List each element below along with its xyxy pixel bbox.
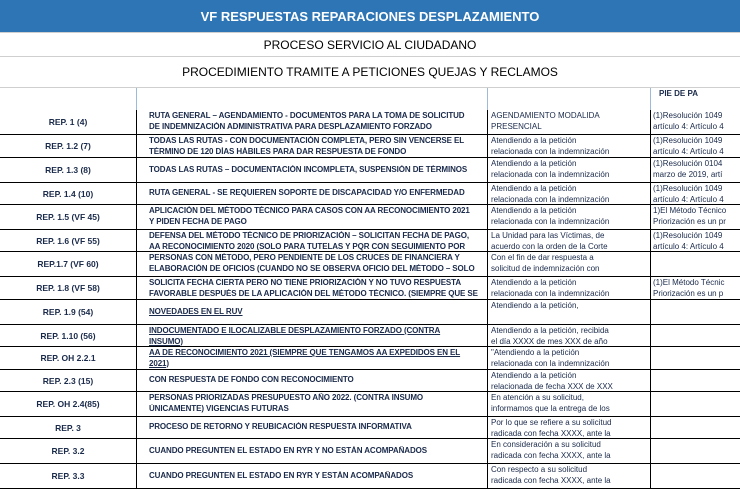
pie-line: (1)Resolución 1049 xyxy=(653,111,723,120)
row-pie[interactable] xyxy=(651,325,740,346)
row-pie[interactable] xyxy=(651,417,740,438)
plantilla-line: Por lo que se refiere a su solicitud xyxy=(491,418,612,427)
row-subtema[interactable] xyxy=(137,135,488,157)
subtema-line: CUANDO PREGUNTEN EL ESTADO EN RYR Y ESTÁN ACOMPAÑADOS xyxy=(149,470,414,480)
pie-line: artículo 4: Artículo 4 xyxy=(653,122,724,131)
subtema-line: ÚNICAMENTE) VIGENCIAS FUTURAS xyxy=(149,403,289,413)
row-plantilla[interactable] xyxy=(488,205,651,229)
row-subtema[interactable] xyxy=(137,417,488,438)
page-title: VF RESPUESTAS REPARACIONES DESPLAZAMIENTO xyxy=(0,0,740,33)
subtema-line: INDOCUMENTADO E ILOCALIZABLE DESPLAZAMIENTO FORZADO (CONTRA xyxy=(149,326,441,335)
plantilla-line: PRESENCIAL xyxy=(491,122,542,131)
pie-line: marzo de 2019, artí xyxy=(653,170,723,179)
plantilla-line: el día XXXX de mes XXX de año xyxy=(491,337,608,346)
row-plantilla[interactable] xyxy=(488,392,651,416)
plantilla-line: Atendiendo a la petición xyxy=(491,136,577,145)
row-plantilla[interactable] xyxy=(488,230,651,251)
pie-line: artículo 4: Artículo 4 xyxy=(653,147,724,156)
table-row[interactable] xyxy=(0,370,740,392)
subtema-line: CUANDO PREGUNTEN EL ESTADO EN RYR Y NO ESTÁN ACOMPAÑADOS xyxy=(149,445,427,455)
row-subtema[interactable] xyxy=(137,183,488,204)
plantilla-line: informamos que la entrega de los xyxy=(491,404,610,413)
plantilla-line: relacionada con la indemnización xyxy=(491,217,610,226)
row-code[interactable]: REP. 1.10 (56) xyxy=(0,325,137,346)
subtema-line: FAVORABLE DESPUÉS DE LA APLICACIÓN DEL MÉTODO TÉCNICO. (SIEMPRE QUE SE xyxy=(149,288,478,298)
plantilla-line: Atendiendo a la petición xyxy=(491,159,577,168)
subtema-line: PROCESO DE RETORNO Y REUBICACIÓN RESPUESTA INFORMATIVA xyxy=(149,422,412,432)
row-plantilla[interactable] xyxy=(488,252,651,276)
row-code[interactable]: REP. 3.3 xyxy=(0,464,137,488)
pie-line: (1)Resolución 1049 xyxy=(653,184,723,193)
subtema-line: 2021) xyxy=(149,358,169,368)
row-plantilla[interactable] xyxy=(488,158,651,182)
table-row[interactable] xyxy=(0,135,740,158)
row-plantilla[interactable] xyxy=(488,417,651,438)
subtema-line: PERSONAS PRIORIZADAS PRESUPUESTO AÑO 2022. (CONTRA INSUMO xyxy=(149,393,424,402)
pie-line: Priorización es un pr xyxy=(653,217,726,226)
plantilla-line: Atendiendo a la petición, xyxy=(491,301,579,310)
row-pie[interactable] xyxy=(651,110,740,134)
row-code[interactable]: REP. 3.2 xyxy=(0,439,137,463)
plantilla-line: Atendiendo a la petición xyxy=(491,278,577,287)
row-subtema[interactable] xyxy=(137,347,488,369)
row-code[interactable]: REP. OH 2.2.1 xyxy=(0,347,137,369)
row-subtema[interactable] xyxy=(137,300,488,324)
subtema-line: SOLICITA FECHA CIERTA PERO NO TIENE PRIORIZACIÓN Y NO TUVO RESPUESTA xyxy=(149,278,462,287)
plantilla-line: "Atendiendo a la petición xyxy=(491,348,580,357)
table-row[interactable] xyxy=(0,183,740,205)
row-plantilla[interactable] xyxy=(488,277,651,299)
plantilla-line: En consideración a su solicitud xyxy=(491,440,601,449)
row-subtema[interactable] xyxy=(137,230,488,251)
pie-line: (1)Resolución 0104 xyxy=(653,159,723,168)
row-pie[interactable] xyxy=(651,205,740,229)
row-pie[interactable] xyxy=(651,464,740,488)
subtema-line: TODAS LAS RUTAS – DOCUMENTACIÓN INCOMPLETA, SUSPENSIÓN DE TÉRMINOS xyxy=(149,164,468,174)
row-subtema[interactable] xyxy=(137,158,488,182)
table-row[interactable] xyxy=(0,392,740,417)
column-header-plantilla[interactable]: PLANTILLA xyxy=(488,88,651,110)
subtema-line: NOVEDADES EN EL RUV xyxy=(149,306,243,316)
plantilla-line: Atendiendo a la petición xyxy=(491,371,577,380)
table-row[interactable] xyxy=(0,347,740,370)
table-row[interactable] xyxy=(0,439,740,464)
plantilla-line: La Unidad para las Víctimas, de xyxy=(491,231,605,240)
row-plantilla[interactable] xyxy=(488,464,651,488)
subtema-line: DEFENSA DEL MÉTODO TÉCNICO DE PRIORIZACIÓN – SOLICITAN FECHA DE PAGO, xyxy=(149,231,469,240)
row-code[interactable]: REP. 1.9 (54) xyxy=(0,300,137,324)
row-code[interactable]: REP.1.7 (VF 60) xyxy=(0,252,137,276)
row-subtema[interactable] xyxy=(137,392,488,416)
row-code[interactable]: REP. 1.6 (VF 55) xyxy=(0,230,137,251)
table-row[interactable] xyxy=(0,205,740,230)
plantilla-line: AGENDAMIENTO MODALIDA xyxy=(491,111,600,120)
row-pie[interactable] xyxy=(651,135,740,157)
row-pie[interactable] xyxy=(651,252,740,276)
row-subtema[interactable] xyxy=(137,370,488,391)
row-pie[interactable] xyxy=(651,347,740,369)
plantilla-line: radicada con fecha XXXX, ante la xyxy=(491,476,611,485)
column-header-pie[interactable]: PIE DE PA xyxy=(659,89,698,98)
row-code[interactable]: REP. 1 (4) xyxy=(0,110,137,134)
procedure-subtitle: PROCEDIMIENTO TRAMITE A PETICIONES QUEJAS Y RECLAMOS xyxy=(0,57,740,88)
row-code[interactable]: REP. 1.8 (VF 58) xyxy=(0,277,137,299)
pie-line: artículo 4: Artículo 4 xyxy=(653,242,724,251)
row-pie[interactable] xyxy=(651,439,740,463)
row-pie[interactable] xyxy=(651,158,740,182)
plantilla-line: Con el fin de dar respuesta a xyxy=(491,253,594,262)
pie-line: Priorización es un p xyxy=(653,289,724,298)
row-pie[interactable] xyxy=(651,183,740,204)
row-plantilla[interactable] xyxy=(488,110,651,134)
plantilla-line: radicada con fecha XXXX, ante la xyxy=(491,451,611,460)
plantilla-line: Atendiendo a la petición xyxy=(491,206,577,215)
subtema-line: INSUMO) xyxy=(149,336,183,346)
row-plantilla[interactable] xyxy=(488,183,651,204)
plantilla-line: Con respecto a su solicitud xyxy=(491,465,588,474)
subtema-line: TÉRMINO DE 120 DÍAS HÁBILES PARA DAR RESPUESTA DE FONDO xyxy=(149,146,407,156)
row-plantilla[interactable] xyxy=(488,325,651,346)
row-plantilla[interactable] xyxy=(488,300,651,324)
pie-line: (1)El Método Técnic xyxy=(653,278,725,287)
row-subtema[interactable] xyxy=(137,277,488,299)
plantilla-line: solicitud de indemnización con xyxy=(491,264,600,273)
column-header-codigo[interactable]: CÓDIGO VF xyxy=(0,88,137,110)
pie-line: (1)Resolución 1049 xyxy=(653,136,723,145)
subtema-line: PERSONAS CON MÉTODO, PERO PENDIENTE DE LOS CRUCES DE FINANCIERA Y xyxy=(149,253,460,262)
subtema-line: AA DE RECONOCIMIENTO 2021 (SIEMPRE QUE TENGAMOS AA EXPEDIDOS EN EL xyxy=(149,348,461,357)
plantilla-line: relacionada con la indemnización xyxy=(491,195,610,204)
table-row[interactable] xyxy=(0,417,740,439)
subtema-line: RUTA GENERAL – AGENDAMIENTO - DOCUMENTOS PARA LA TOMA DE SOLICITUD xyxy=(149,111,465,120)
subtema-line: TODAS LAS RUTAS - CON DOCUMENTACIÓN COMPLETA, PERO SIN VENCERSE EL xyxy=(149,136,465,145)
process-subtitle: PROCESO SERVICIO AL CIUDADANO xyxy=(0,33,740,57)
table-row[interactable] xyxy=(0,300,740,325)
plantilla-line: relacionada con la indemnización xyxy=(491,289,610,298)
subtema-line: ELABORACIÓN DE OFICIOS (CUANDO NO SE OBSERVA OFICIO DEL MÉTODO – SOLO xyxy=(149,263,475,273)
row-code[interactable]: REP. OH 2.4(85) xyxy=(0,392,137,416)
row-pie[interactable] xyxy=(651,370,740,391)
row-pie[interactable] xyxy=(651,277,740,299)
row-plantilla[interactable] xyxy=(488,439,651,463)
row-code[interactable]: REP. 3 xyxy=(0,417,137,438)
row-code[interactable]: REP. 1.2 (7) xyxy=(0,135,137,157)
table-row[interactable] xyxy=(0,110,740,135)
row-plantilla[interactable] xyxy=(488,347,651,369)
plantilla-line: relacionada con la indemnización xyxy=(491,147,610,156)
row-pie[interactable] xyxy=(651,300,740,324)
pie-line: artículo 4: Artículo 4 xyxy=(653,195,724,204)
plantilla-line: Atendiendo a la petición xyxy=(491,184,577,193)
row-subtema[interactable] xyxy=(137,110,488,134)
subtema-line: RUTA GENERAL - SE REQUIEREN SOPORTE DE DISCAPACIDAD Y/O ENFERMEDAD xyxy=(149,188,465,198)
pie-line: (1)Resolución 1049 xyxy=(653,231,723,240)
row-plantilla[interactable] xyxy=(488,370,651,391)
plantilla-line: En atención a su solicitud, xyxy=(491,393,584,402)
row-code[interactable]: REP. 1.5 (VF 45) xyxy=(0,205,137,229)
table-row[interactable] xyxy=(0,325,740,347)
row-subtema[interactable] xyxy=(137,464,488,488)
row-subtema[interactable] xyxy=(137,439,488,463)
plantilla-line: relacionada con la indemnización xyxy=(491,359,610,368)
row-subtema[interactable] xyxy=(137,252,488,276)
subtema-line: Y PIDEN FECHA DE PAGO xyxy=(149,216,247,226)
row-code[interactable]: REP. 1.3 (8) xyxy=(0,158,137,182)
row-pie[interactable] xyxy=(651,230,740,251)
row-pie[interactable] xyxy=(651,392,740,416)
subtema-line: DE INDEMNIZACIÓN ADMINISTRATIVA PARA DESPLAZAMIENTO FORZADO xyxy=(149,121,432,131)
subtema-line: APLICACIÓN DEL MÉTODO TÉCNICO PARA CASOS CON AA RECONOCIMIENTO 2021 xyxy=(149,206,470,215)
table-row[interactable] xyxy=(0,464,740,489)
row-code[interactable]: REP. 2.3 (15) xyxy=(0,370,137,391)
table-row[interactable] xyxy=(0,252,740,277)
plantilla-line: relacionada de fecha XXX de XXX xyxy=(491,382,613,391)
row-code[interactable]: REP. 1.4 (10) xyxy=(0,183,137,204)
row-subtema[interactable] xyxy=(137,205,488,229)
table-row[interactable] xyxy=(0,230,740,252)
plantilla-line: acuerdo con la orden de la Corte xyxy=(491,242,608,251)
table-row[interactable] xyxy=(0,158,740,183)
row-plantilla[interactable] xyxy=(488,135,651,157)
table-row[interactable] xyxy=(0,277,740,300)
column-header-subtema[interactable]: SUBTEMA xyxy=(137,88,488,110)
subtema-line: AA RECONOCIMIENTO 2020 (SOLO PARA TUTELAS Y PQR CON SEGUIMIENTO POR xyxy=(149,241,466,251)
subtema-line: CON RESPUESTA DE FONDO CON RECONOCIMIENTO xyxy=(149,375,354,385)
row-subtema[interactable] xyxy=(137,325,488,346)
plantilla-line: Atendiendo a la petición, recibida xyxy=(491,326,609,335)
pie-line: 1)El Método Técnico xyxy=(653,206,727,215)
plantilla-line: relacionada con la indemnización xyxy=(491,170,610,179)
plantilla-line: radicada con fecha XXXX, ante la xyxy=(491,429,611,438)
